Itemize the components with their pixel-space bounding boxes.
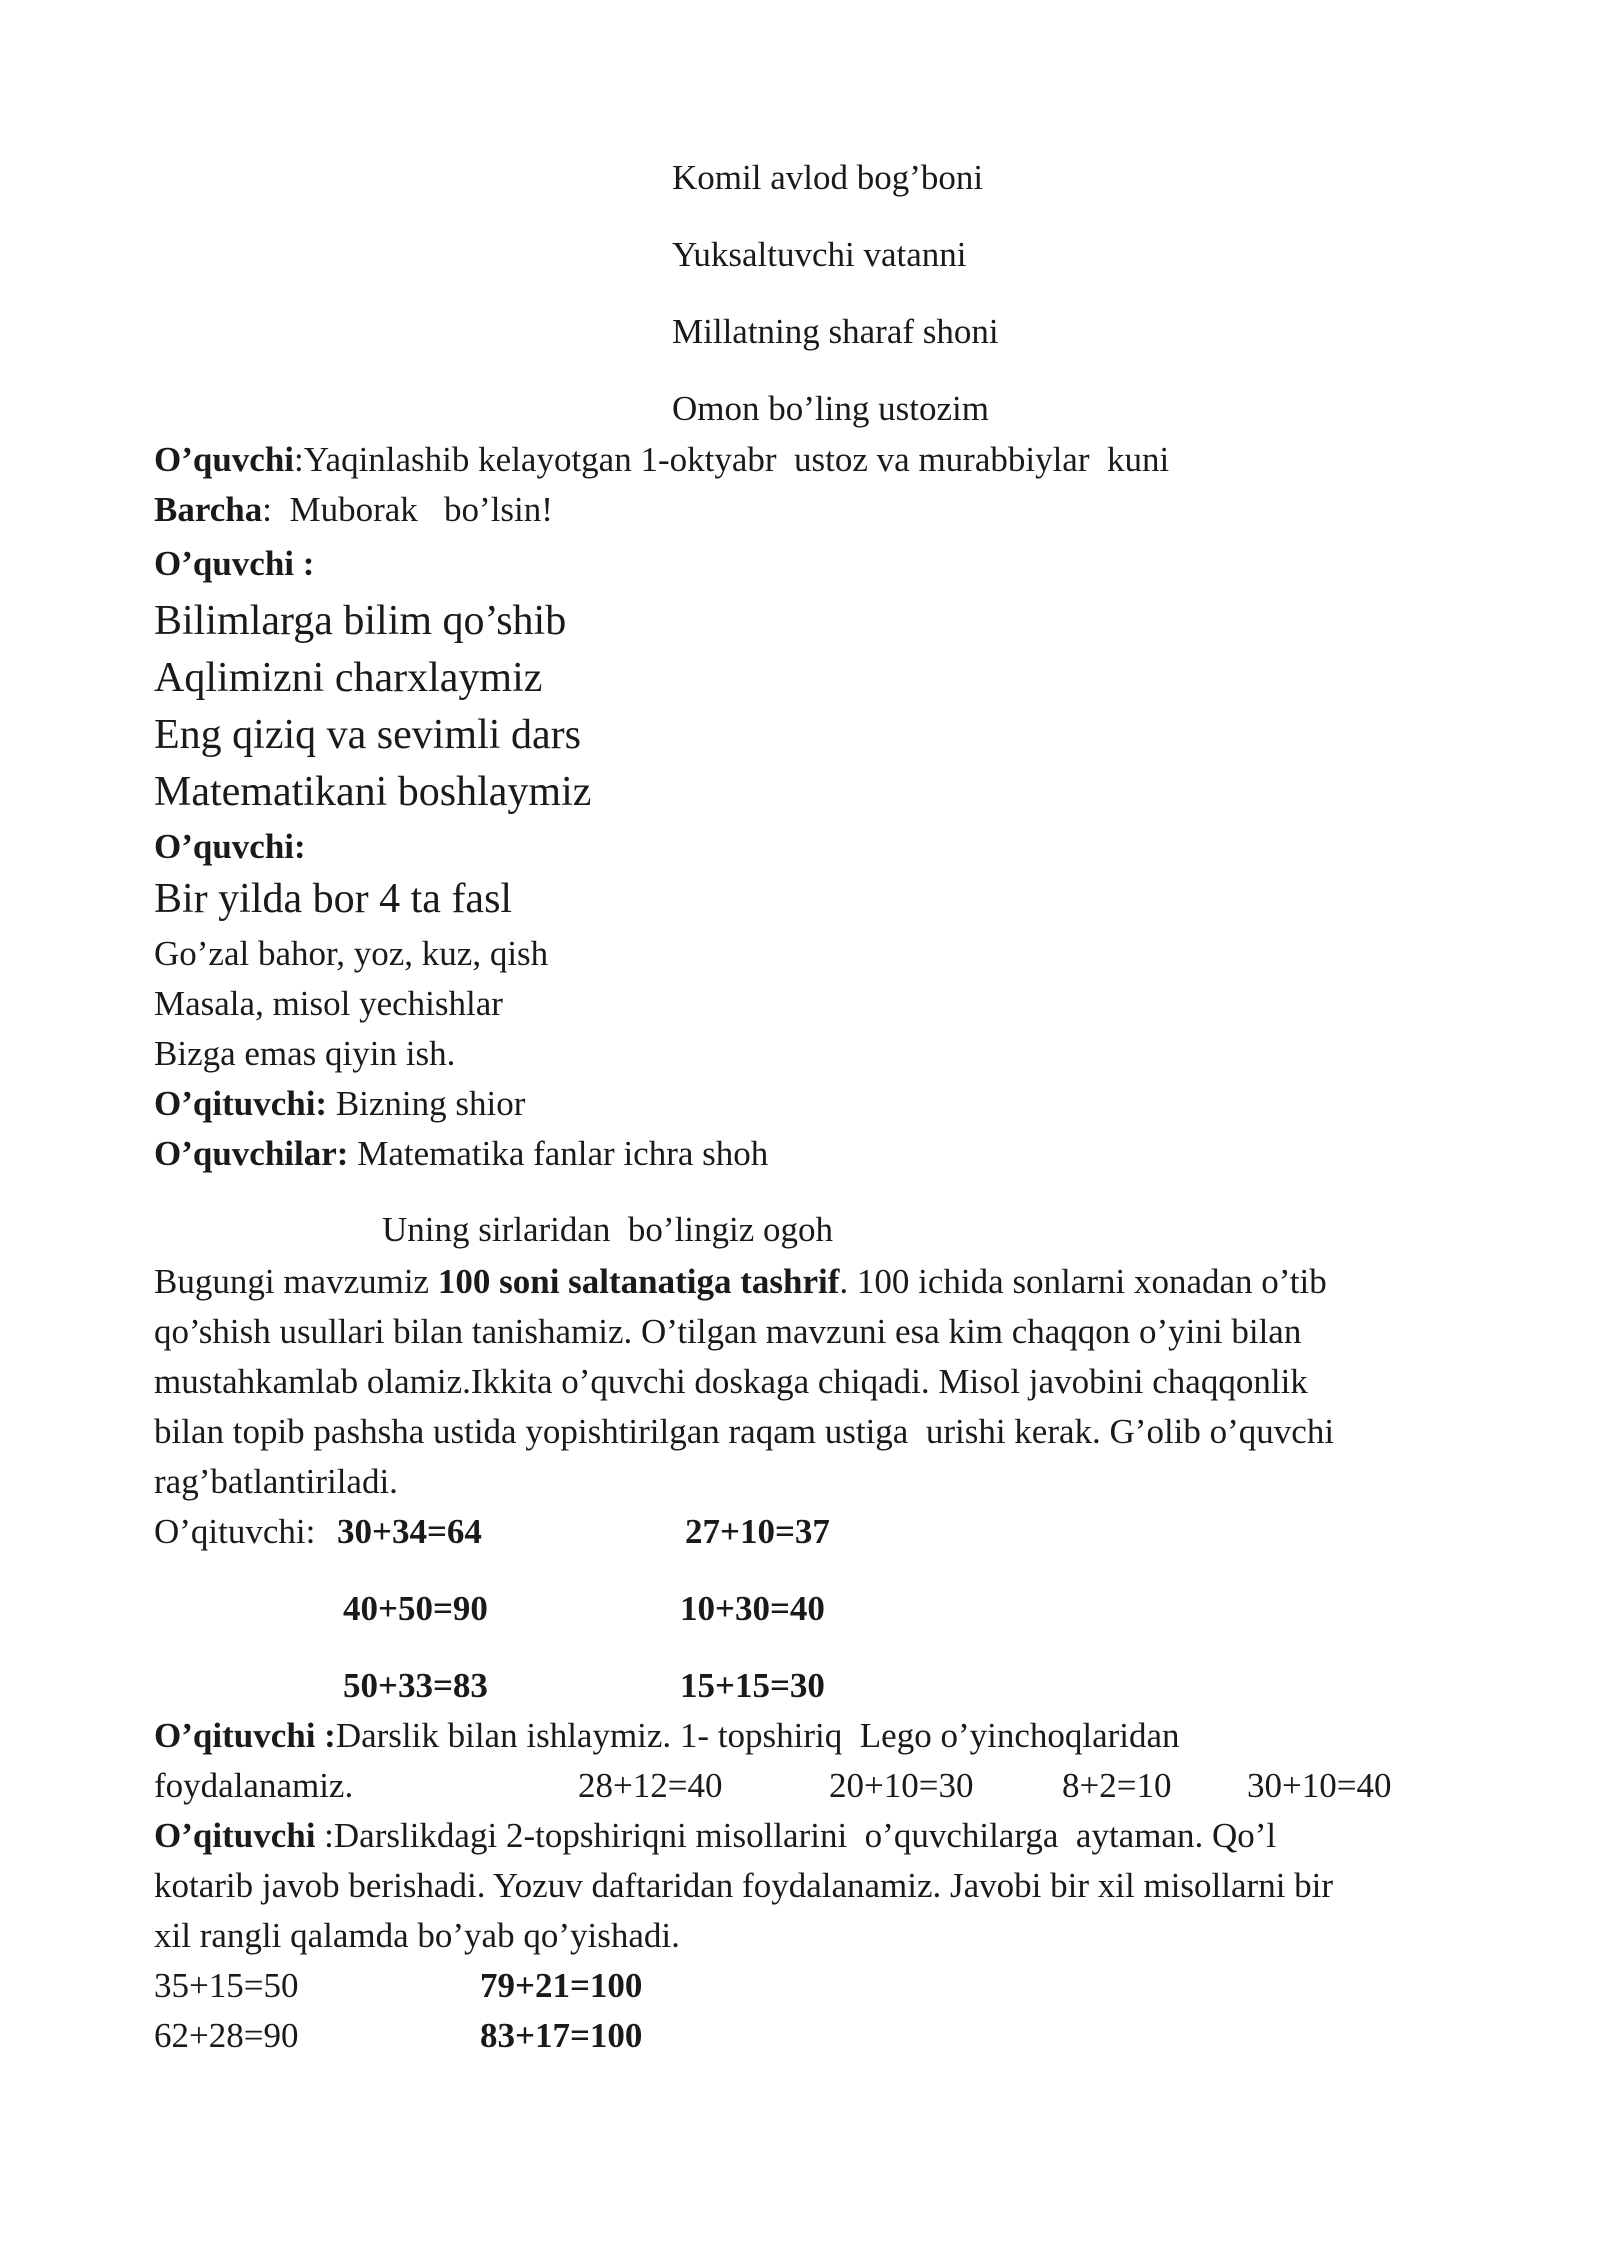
- sum-expression: 10+30=40: [680, 1589, 825, 1628]
- dialog-text: :Darslikdagi 2-topshiriqni misollarini o’quvchilarga aytaman. Qo’l: [315, 1816, 1277, 1855]
- speaker-label: O’qituvchi :: [154, 1716, 336, 1755]
- speaker-label: O’quvchilar:: [154, 1134, 349, 1173]
- teacher-label: O’qituvchi:: [154, 1512, 325, 1551]
- paragraph-line: bilan topib pashsha ustida yopishtirilgan raqam ustiga urishi kerak. G’olib o’quvchi: [154, 1412, 1335, 1451]
- paragraph-text: . 100 ichida sonlarni xonadan o’tib: [839, 1262, 1327, 1301]
- speaker-label: O’qituvchi:: [154, 1084, 328, 1123]
- poem-line: Yuksaltuvchi vatanni: [672, 235, 967, 274]
- sum-expression: 27+10=37: [685, 1512, 830, 1551]
- sum-expression: 50+33=83: [343, 1666, 488, 1705]
- verse-line: Bir yilda bor 4 ta fasl: [154, 876, 513, 922]
- verse-line: Go’zal bahor, yoz, kuz, qish: [154, 934, 549, 973]
- sum-expression: 30+34=64: [337, 1512, 482, 1551]
- paragraph-line: xil rangli qalamda bo’yab qo’yishadi.: [154, 1916, 680, 1955]
- verse-line: Bizga emas qiyin ish.: [154, 1034, 456, 1073]
- dialog-text: : Muborak bo’lsin!: [262, 490, 553, 529]
- sum-expression: 79+21=100: [480, 1966, 643, 2005]
- speaker-label: O’quvchi: [154, 440, 295, 479]
- dialog-line: [154, 1818, 1276, 1853]
- verse-line: Bilimlarga bilim qo’shib: [154, 598, 567, 644]
- speaker-label: O’quvchi:: [154, 827, 306, 866]
- topic-title: 100 soni saltanatiga tashrif: [437, 1262, 840, 1301]
- sum-expression: 28+12=40: [578, 1766, 723, 1805]
- paragraph-line: kotarib javob berishadi. Yozuv daftaridan foydalanamiz. Javobi bir xil misollarni bir: [154, 1866, 1334, 1905]
- dialog-line: [154, 1086, 525, 1121]
- poem-line: Millatning sharaf shoni: [672, 312, 999, 351]
- poem-line: Omon bo’ling ustozim: [672, 389, 989, 428]
- sum-expression: 40+50=90: [343, 1589, 488, 1628]
- speaker-label: O’quvchi :: [154, 544, 315, 583]
- dialog-text: Darslik bilan ishlaymiz. 1- topshiriq Lego o’yinchoqlaridan: [335, 1716, 1180, 1755]
- paragraph-line: [154, 1264, 1327, 1299]
- verse-line: Matematikani boshlaymiz: [154, 769, 592, 815]
- dialog-text: :Yaqinlashib kelayotgan 1-oktyabr ustoz va murabbiylar kuni: [294, 440, 1170, 479]
- verse-line: Eng qiziq va sevimli dars: [154, 712, 581, 758]
- dialog-line: [154, 492, 553, 527]
- sum-expression: 83+17=100: [480, 2016, 643, 2055]
- sum-expression: 8+2=10: [1062, 1766, 1172, 1805]
- paragraph-line: qo’shish usullari bilan tanishamiz. O’tilgan mavzuni esa kim chaqqon o’yini bilan: [154, 1312, 1302, 1351]
- verse-line: Masala, misol yechishlar: [154, 984, 503, 1023]
- dialog-text: Matematika fanlar ichra shoh: [348, 1134, 769, 1173]
- paragraph-line: mustahkamlab olamiz.Ikkita o’quvchi doskaga chiqadi. Misol javobini chaqqonlik: [154, 1362, 1308, 1401]
- paragraph-line: rag’batlantiriladi.: [154, 1462, 398, 1501]
- verse-line: Aqlimizni charxlaymiz: [154, 655, 543, 701]
- poem-line: Komil avlod bog’boni: [672, 158, 984, 197]
- dialog-line: [154, 1136, 768, 1171]
- dialog-text: Bizning shior: [327, 1084, 526, 1123]
- paragraph-text: Bugungi mavzumiz: [154, 1262, 438, 1301]
- sum-expression: 20+10=30: [829, 1766, 974, 1805]
- dialog-text: foydalanamiz.: [154, 1766, 354, 1805]
- dialog-line: [154, 1718, 1180, 1753]
- dialog-line: [154, 442, 1169, 477]
- speaker-label: Barcha: [154, 490, 263, 529]
- sum-expression: 15+15=30: [680, 1666, 825, 1705]
- sum-expression: 30+10=40: [1247, 1766, 1392, 1805]
- sum-expression: 62+28=90: [154, 2016, 299, 2055]
- speaker-label: O’qituvchi: [154, 1816, 316, 1855]
- sum-expression: 35+15=50: [154, 1966, 299, 2005]
- dialog-text: Uning sirlaridan bo’lingiz ogoh: [382, 1210, 834, 1249]
